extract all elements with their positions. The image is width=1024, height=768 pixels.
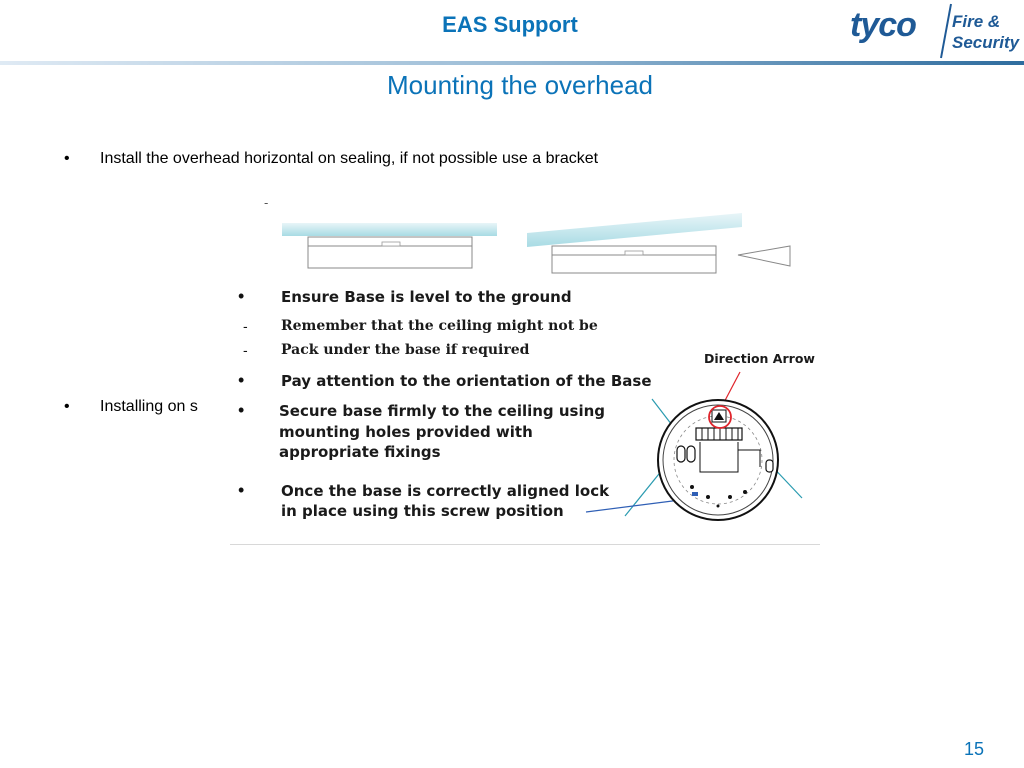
logo-security-text: Security [952,33,1020,52]
panel-bullet-marker: • [238,370,245,390]
panel-sub-item-text: Remember that the ceiling might not be [281,318,598,334]
ceiling-level [282,223,497,236]
bullet-text: Installing on s [100,398,198,415]
panel-item-text: Pay attention to the orientation of the Base [281,372,652,390]
page-number: 15 [964,739,985,759]
panel-item-text-continued: in place using this screw position [281,502,564,520]
bullet-marker: • [64,398,70,415]
bullet-text: Install the overhead horizontal on sealing, if not possible use a bracket [100,150,599,167]
overhead-unit-level [308,237,472,268]
panel-dash-marker: - [243,318,248,334]
overhead-unit-sloped [552,246,716,273]
header-divider [0,61,1024,65]
panel-bullet-marker: • [238,286,245,306]
panel-item-text: Secure base firmly to the ceiling using [279,402,606,420]
panel-item-text: Once the base is correctly aligned lock [281,482,610,500]
panel-sub-item-text: Pack under the base if required [281,342,530,358]
svg-text:-: - [264,196,269,210]
panel-dash-marker: - [243,342,248,358]
wedge-shim [738,246,790,266]
logo-fire-text: Fire & [952,12,1001,31]
panel-item-text: Ensure Base is level to the ground [281,288,572,306]
panel-bullet-marker: • [238,400,245,420]
ceiling-sloped [527,213,742,247]
instruction-panel [230,282,820,545]
tyco-logo [846,2,1024,60]
bullet-marker: • [64,150,70,167]
header-title: EAS Support [442,12,578,37]
panel-item-text-continued: appropriate fixings [279,443,441,461]
panel-item-text-continued: mounting holes provided with [279,423,533,441]
mounting-illustration [262,195,802,275]
panel-bullet-marker: • [238,480,245,500]
slide-title: Mounting the overhead [387,70,653,100]
direction-arrow-label: Direction Arrow [704,351,815,366]
logo-wordmark: tyco [850,6,916,44]
